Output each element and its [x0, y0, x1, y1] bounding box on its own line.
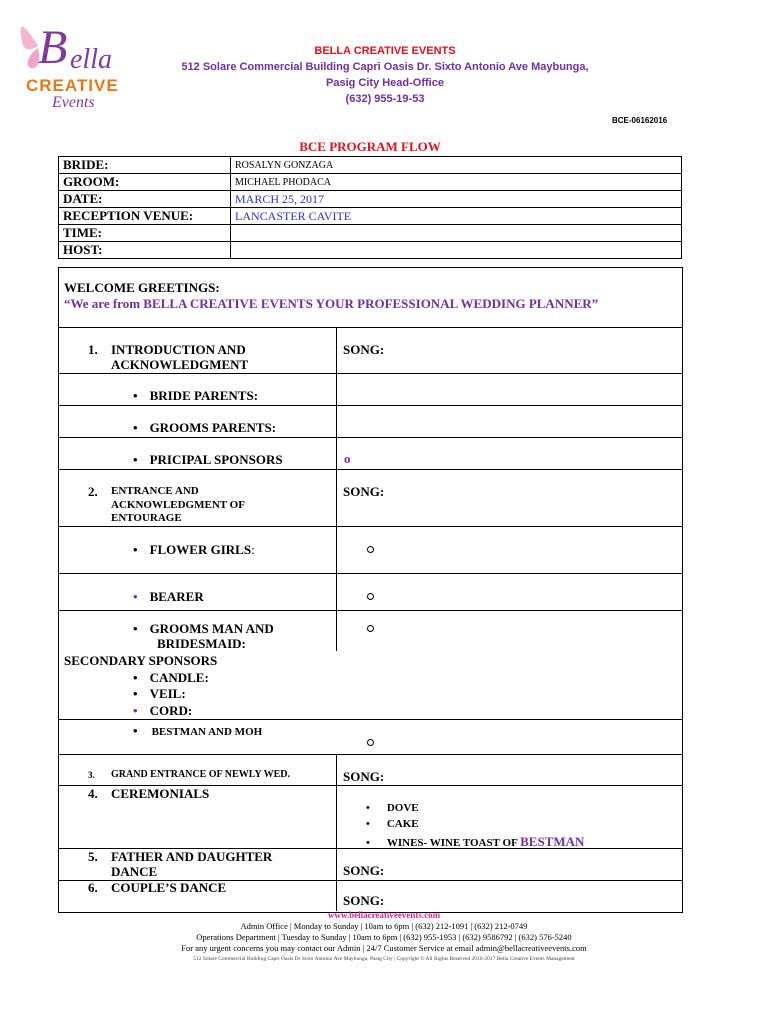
list-item-label: BRIDE PARENTS: — [149, 388, 259, 403]
song-label: SONG: — [343, 863, 385, 878]
list-item-label: CORD: — [149, 703, 193, 718]
item-number: 4. — [88, 786, 98, 801]
item-title-line: ACKNOWLEDGMENT OF — [111, 498, 245, 511]
item-title: CEREMONIALS — [111, 786, 210, 801]
info-value: ROSALYN GONZAGA — [231, 157, 682, 174]
info-value: MARCH 25, 2017 — [231, 191, 682, 208]
sub-bullet-icon — [367, 739, 374, 746]
footer — [40, 910, 728, 965]
bullet-icon — [133, 686, 138, 701]
sub-bullet-icon — [367, 546, 374, 553]
list-item-label-line2: BRIDESMAID: — [157, 636, 246, 651]
list-item-label: BESTMAN AND MOH — [151, 726, 263, 738]
list-item-highlight: BESTMAN — [520, 834, 585, 849]
list-item-cake — [366, 818, 419, 830]
item-title — [111, 849, 272, 879]
item-title: GRAND ENTRANCE OF NEWLY WED. — [111, 769, 291, 780]
item-title: COUPLE’S DANCE — [111, 880, 227, 895]
bullet-icon — [133, 670, 138, 685]
list-item-flower-girls — [133, 542, 255, 558]
item-number: 5. — [88, 849, 98, 864]
info-row-venue — [59, 208, 682, 225]
sub-bullet-icon: o — [344, 451, 351, 466]
couple-info-table — [58, 156, 682, 259]
item-number: 3. — [88, 770, 95, 780]
list-item-label: FLOWER GIRLS — [149, 542, 252, 557]
footer-operations: Operations Department | Tuesday to Sunday | 10am to 6pm | (632) 955-1953 | (632) 9586792 | (632) 576-5240 — [196, 932, 572, 942]
company-phone: (632) 955-19-53 — [345, 93, 425, 105]
info-label: RECEPTION VENUE: — [59, 208, 231, 225]
list-item-principal-sponsors — [133, 452, 283, 468]
company-address-line2: Pasig City Head-Office — [326, 77, 444, 89]
list-item-bestman-moh — [133, 723, 262, 739]
page-title: BCE PROGRAM FLOW — [299, 139, 441, 154]
item-title-line: ENTOURAGE — [111, 512, 182, 524]
list-item-label: PRICIPAL SPONSORS — [149, 452, 283, 467]
list-item-bride-parents — [133, 388, 258, 404]
list-item-label: VEIL: — [149, 686, 186, 701]
logo-creative: CREATIVE — [26, 76, 119, 95]
list-item-label: GROOMS MAN AND — [149, 621, 274, 636]
song-label: SONG: — [343, 769, 385, 784]
item-title-line: ACKNOWLEDGMENT — [111, 357, 249, 372]
document-code: BCE-06162016 — [612, 116, 668, 125]
info-label: GROOM: — [59, 174, 231, 191]
footer-copyright: 512 Solare Commercial Building Capri Oasis Dr Sixto Antonio Ave Maybunga, Pasig City | Copyright © All Rights Reserved 2016-2017 Bella Creative Events Management — [193, 956, 575, 962]
list-item-veil — [133, 686, 186, 702]
info-label: TIME: — [59, 225, 231, 242]
song-label: SONG: — [343, 484, 385, 499]
info-value: MICHAEL PHODACA — [231, 174, 682, 191]
info-label: HOST: — [59, 242, 231, 259]
list-item-grooms-parents — [133, 420, 276, 436]
info-value — [231, 242, 682, 259]
song-label: SONG: — [343, 893, 385, 908]
song-label: SONG: — [343, 342, 385, 357]
info-row-bride — [59, 157, 682, 174]
bullet-icon — [133, 542, 138, 557]
bullet-icon — [133, 723, 138, 738]
bullet-icon — [133, 621, 138, 636]
item-title — [111, 342, 248, 372]
bullet-icon — [133, 420, 138, 435]
company-header — [150, 43, 620, 107]
item-title — [111, 485, 245, 526]
item-number: 2. — [88, 484, 98, 499]
bullet-icon — [133, 452, 138, 467]
company-address-line1: 512 Solare Commercial Building Capri Oasis Dr. Sixto Antonio Ave Maybunga, — [181, 61, 589, 73]
info-row-host — [59, 242, 682, 259]
list-item-label: CAKE — [386, 818, 419, 830]
bullet-icon — [366, 802, 370, 814]
item-title-line: INTRODUCTION AND — [111, 342, 246, 357]
list-item-wines — [366, 834, 584, 850]
list-item-groomsman — [133, 621, 274, 651]
bullet-icon — [133, 589, 138, 604]
item-title-line: ENTRANCE AND — [111, 485, 199, 497]
list-item-candle — [133, 670, 209, 686]
logo-word: ella — [70, 44, 112, 75]
list-item-label: WINES- WINE TOAST OF — [386, 837, 521, 849]
welcome-greetings-label: WELCOME GREETINGS: — [64, 280, 220, 295]
company-logo — [12, 14, 122, 109]
list-item-bearer — [133, 589, 204, 605]
item-title-line: FATHER AND DAUGHTER — [111, 849, 273, 864]
company-name: BELLA CREATIVE EVENTS — [314, 45, 456, 57]
bullet-icon — [366, 837, 370, 849]
sub-bullet-icon — [367, 593, 374, 600]
sub-bullet-icon — [367, 625, 374, 632]
list-item-label: CANDLE: — [149, 670, 209, 685]
bullet-icon — [366, 818, 370, 830]
info-row-groom — [59, 174, 682, 191]
footer-urgent-contact: For any urgent concerns you may contact our Admin | 24/7 Customer Service at email admin@bellacreativeevents.com — [181, 943, 587, 953]
list-item-label: BEARER — [149, 589, 204, 604]
list-item-label: DOVE — [386, 802, 419, 814]
info-value — [231, 225, 682, 242]
info-label: DATE: — [59, 191, 231, 208]
info-value: LANCASTER CAVITE — [231, 208, 682, 225]
bullet-icon — [133, 388, 138, 403]
info-row-date — [59, 191, 682, 208]
item-number: 1. — [88, 342, 98, 357]
item-title-line: DANCE — [111, 864, 158, 879]
logo-letter: B — [38, 21, 68, 74]
footer-website-link[interactable]: www.bellacreativeevents.com — [327, 910, 441, 920]
footer-admin-office: Admin Office | Monday to Sunday | 10am to 6pm | (632) 212-1091 | (632) 212-0749 — [240, 921, 528, 931]
list-item-colon: : — [251, 542, 255, 557]
logo-events: Events — [52, 94, 95, 111]
list-item-dove — [366, 802, 419, 814]
info-label: BRIDE: — [59, 157, 231, 174]
info-row-time — [59, 225, 682, 242]
list-item-label: GROOMS PARENTS: — [149, 420, 277, 435]
list-item-cord — [133, 703, 192, 719]
secondary-sponsors-label: SECONDARY SPONSORS — [64, 653, 218, 668]
item-number: 6. — [88, 880, 98, 895]
bullet-icon — [133, 703, 138, 718]
welcome-quote: “We are from BELLA CREATIVE EVENTS YOUR PROFESSIONAL WEDDING PLANNER” — [64, 296, 599, 311]
